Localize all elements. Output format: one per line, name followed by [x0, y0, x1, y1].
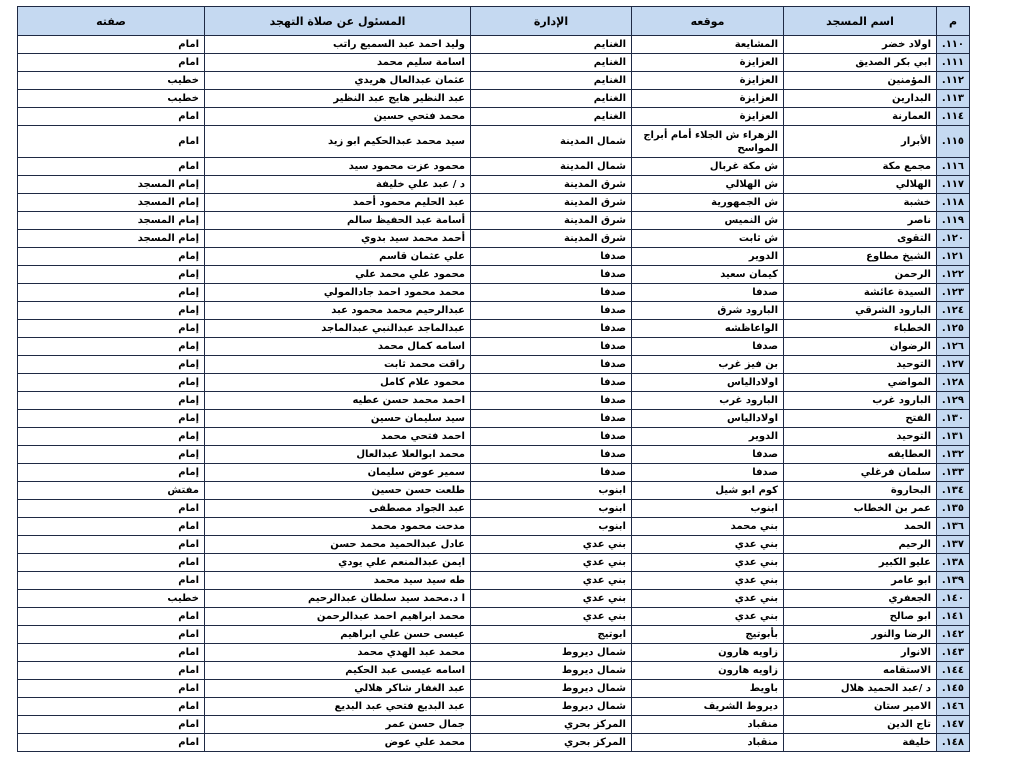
location-cell: العزايزة: [632, 54, 784, 72]
responsible-cell: محمود علي محمد علي: [205, 266, 471, 284]
role-cell: امام: [18, 698, 205, 716]
responsible-cell: عبد الحليم محمود أحمد: [205, 194, 471, 212]
role-cell: امام: [18, 536, 205, 554]
table-row: [18, 284, 970, 302]
table-row: [18, 392, 970, 410]
role-cell: امام: [18, 518, 205, 536]
responsible-cell: محمد عبد الهدي محمد: [205, 644, 471, 662]
table-row: [18, 320, 970, 338]
responsible-cell: أسامة عبد الحفيظ سالم: [205, 212, 471, 230]
role-cell: امام: [18, 662, 205, 680]
table-row: [18, 590, 970, 608]
role-cell: إمام: [18, 356, 205, 374]
location-cell: ش النميس: [632, 212, 784, 230]
row-number: ١٣٨.: [937, 554, 970, 572]
administration-cell: شمال ديروط: [471, 698, 632, 716]
administration-cell: صدفا: [471, 410, 632, 428]
responsible-cell: محمد ابوالعلا عبدالعال: [205, 446, 471, 464]
mosque-name-cell: السيدة عائشة: [784, 284, 937, 302]
role-cell: امام: [18, 572, 205, 590]
table-row: [18, 266, 970, 284]
location-cell: صدفا: [632, 446, 784, 464]
row-number: ١١٦.: [937, 158, 970, 176]
administration-cell: صدفا: [471, 446, 632, 464]
responsible-cell: محمد ابراهيم احمد عبدالرحمن: [205, 608, 471, 626]
mosque-name-cell: الأبرار: [784, 126, 937, 158]
row-number: ١٣٩.: [937, 572, 970, 590]
responsible-cell: محمد علي عوض: [205, 734, 471, 752]
administration-cell: صدفا: [471, 266, 632, 284]
location-cell: ابنوب: [632, 500, 784, 518]
table-row: [18, 338, 970, 356]
responsible-cell: اسامه عيسى عبد الحكيم: [205, 662, 471, 680]
mosque-name-cell: اولاد خضر: [784, 36, 937, 54]
administration-cell: صدفا: [471, 356, 632, 374]
header-role: صفته: [18, 7, 205, 36]
mosque-name-cell: الشيخ مطاوع: [784, 248, 937, 266]
administration-cell: بني عدي: [471, 554, 632, 572]
responsible-cell: ا د.محمد سيد سلطان عبدالرحيم: [205, 590, 471, 608]
responsible-cell: محمد فتحي حسين: [205, 108, 471, 126]
location-cell: منقباد: [632, 716, 784, 734]
table-row: [18, 158, 970, 176]
row-number: ١٣٦.: [937, 518, 970, 536]
administration-cell: الغنايم: [471, 36, 632, 54]
mosque-name-cell: د /عبد الحميد هلال: [784, 680, 937, 698]
role-cell: امام: [18, 126, 205, 158]
table-row: [18, 356, 970, 374]
mosque-name-cell: تاج الدين: [784, 716, 937, 734]
row-number: ١١٨.: [937, 194, 970, 212]
administration-cell: صدفا: [471, 320, 632, 338]
location-cell: باويط: [632, 680, 784, 698]
row-number: ١١٥.: [937, 126, 970, 158]
location-cell: بني عدي: [632, 608, 784, 626]
location-cell: العزايزة: [632, 108, 784, 126]
table-row: [18, 108, 970, 126]
location-cell: بن فيز غرب: [632, 356, 784, 374]
responsible-cell: عبدالماجد عبدالنبي عبدالماجد: [205, 320, 471, 338]
location-cell: المشايعة: [632, 36, 784, 54]
administration-cell: المركز بحري: [471, 716, 632, 734]
table-row: [18, 36, 970, 54]
responsible-cell: جمال حسن عمر: [205, 716, 471, 734]
location-cell: الواعاظشه: [632, 320, 784, 338]
table-row: [18, 698, 970, 716]
table-row: [18, 72, 970, 90]
row-number: ١٤٧.: [937, 716, 970, 734]
administration-cell: شرق المدينة: [471, 212, 632, 230]
mosque-name-cell: التوحيد: [784, 428, 937, 446]
table-row: [18, 518, 970, 536]
responsible-cell: محمد محمود احمد جادالمولي: [205, 284, 471, 302]
administration-cell: ابوتيج: [471, 626, 632, 644]
responsible-cell: عيسى حسن علي ابراهيم: [205, 626, 471, 644]
administration-cell: صدفا: [471, 392, 632, 410]
row-number: ١٤٥.: [937, 680, 970, 698]
responsible-cell: أحمد محمد سيد بدوي: [205, 230, 471, 248]
row-number: ١١٠.: [937, 36, 970, 54]
table-header: [18, 7, 970, 36]
location-cell: اولادالياس: [632, 374, 784, 392]
responsible-cell: مدحت محمود محمد: [205, 518, 471, 536]
row-number: ١٢٠.: [937, 230, 970, 248]
header-responsible: المسئول عن صلاة التهجد: [205, 7, 471, 36]
responsible-cell: علي عثمان قاسم: [205, 248, 471, 266]
mosque-name-cell: المواضي: [784, 374, 937, 392]
administration-cell: شرق المدينة: [471, 230, 632, 248]
table-body: [18, 36, 970, 752]
row-number: ١٣٥.: [937, 500, 970, 518]
responsible-cell: سمير عوض سليمان: [205, 464, 471, 482]
mosque-name-cell: الهلالي: [784, 176, 937, 194]
role-cell: إمام: [18, 446, 205, 464]
table-row: [18, 230, 970, 248]
row-number: ١١٢.: [937, 72, 970, 90]
role-cell: امام: [18, 500, 205, 518]
mosque-name-cell: الرحمن: [784, 266, 937, 284]
row-number: ١٣٠.: [937, 410, 970, 428]
administration-cell: ابنوب: [471, 518, 632, 536]
responsible-cell: عبد الغفار شاكر هلالي: [205, 680, 471, 698]
role-cell: مفتش: [18, 482, 205, 500]
mosque-name-cell: البدارين: [784, 90, 937, 108]
role-cell: خطيب: [18, 90, 205, 108]
role-cell: امام: [18, 554, 205, 572]
mosque-name-cell: البارود الشرقي: [784, 302, 937, 320]
row-number: ١١١.: [937, 54, 970, 72]
administration-cell: صدفا: [471, 284, 632, 302]
role-cell: إمام: [18, 302, 205, 320]
administration-cell: الغنايم: [471, 54, 632, 72]
mosque-name-cell: الرضوان: [784, 338, 937, 356]
role-cell: امام: [18, 36, 205, 54]
responsible-cell: د / عبد علي خليفة: [205, 176, 471, 194]
table-row: [18, 482, 970, 500]
location-cell: بني عدي: [632, 590, 784, 608]
administration-cell: شرق المدينة: [471, 176, 632, 194]
responsible-cell: عبد البديع فتحي عبد البديع: [205, 698, 471, 716]
row-number: ١٢٣.: [937, 284, 970, 302]
administration-cell: الغنايم: [471, 90, 632, 108]
table-row: [18, 464, 970, 482]
row-number: ١٤٣.: [937, 644, 970, 662]
mosque-name-cell: خشبة: [784, 194, 937, 212]
role-cell: إمام: [18, 248, 205, 266]
role-cell: امام: [18, 734, 205, 752]
location-cell: الدوير: [632, 428, 784, 446]
role-cell: إمام: [18, 284, 205, 302]
mosque-name-cell: الجعفري: [784, 590, 937, 608]
role-cell: إمام: [18, 392, 205, 410]
row-number: ١٤٨.: [937, 734, 970, 752]
administration-cell: شمال المدينة: [471, 158, 632, 176]
location-cell: العزايزة: [632, 90, 784, 108]
role-cell: إمام: [18, 320, 205, 338]
mosque-name-cell: عمر بن الخطاب: [784, 500, 937, 518]
table-row: [18, 176, 970, 194]
administration-cell: صدفا: [471, 428, 632, 446]
administration-cell: شرق المدينة: [471, 194, 632, 212]
header-num: م: [937, 7, 970, 36]
mosque-name-cell: العطايفه: [784, 446, 937, 464]
location-cell: صدفا: [632, 338, 784, 356]
location-cell: ش مكة غربال: [632, 158, 784, 176]
row-number: ١٤٤.: [937, 662, 970, 680]
table-row: [18, 54, 970, 72]
role-cell: امام: [18, 680, 205, 698]
responsible-cell: سيد محمد عبدالحكيم ابو زيد: [205, 126, 471, 158]
row-number: ١٢٢.: [937, 266, 970, 284]
mosque-name-cell: الاستقامه: [784, 662, 937, 680]
responsible-cell: احمد محمد حسن عطيه: [205, 392, 471, 410]
location-cell: بني عدي: [632, 572, 784, 590]
mosque-name-cell: الرحيم: [784, 536, 937, 554]
mosque-name-cell: المؤمنين: [784, 72, 937, 90]
location-cell: ش الهلالي: [632, 176, 784, 194]
row-number: ١٢٨.: [937, 374, 970, 392]
responsible-cell: سيد سليمان حسين: [205, 410, 471, 428]
mosque-name-cell: الخطباء: [784, 320, 937, 338]
mosque-name-cell: الفتح: [784, 410, 937, 428]
location-cell: بني محمد: [632, 518, 784, 536]
mosque-name-cell: عليو الكبير: [784, 554, 937, 572]
table-row: [18, 302, 970, 320]
role-cell: إمام: [18, 410, 205, 428]
location-cell: منقباد: [632, 734, 784, 752]
location-cell: البارود شرق: [632, 302, 784, 320]
location-cell: الدوير: [632, 248, 784, 266]
location-cell: بني عدي: [632, 554, 784, 572]
responsible-cell: طلعت حسن حسين: [205, 482, 471, 500]
administration-cell: بني عدي: [471, 572, 632, 590]
role-cell: إمام: [18, 338, 205, 356]
row-number: ١٣٤.: [937, 482, 970, 500]
table-row: [18, 374, 970, 392]
table-row: [18, 446, 970, 464]
table-row: [18, 644, 970, 662]
administration-cell: المركز بحري: [471, 734, 632, 752]
mosque-name-cell: خليفة: [784, 734, 937, 752]
mosque-name-cell: العمارنة: [784, 108, 937, 126]
responsible-cell: راقت محمد ثابت: [205, 356, 471, 374]
role-cell: إمام المسجد: [18, 194, 205, 212]
row-number: ١١٣.: [937, 90, 970, 108]
role-cell: امام: [18, 608, 205, 626]
responsible-cell: محمود علام كامل: [205, 374, 471, 392]
header-mosque-name: اسم المسجد: [784, 7, 937, 36]
administration-cell: الغنايم: [471, 72, 632, 90]
table-row: [18, 734, 970, 752]
role-cell: خطيب: [18, 72, 205, 90]
responsible-cell: وليد احمد عبد السميع راتب: [205, 36, 471, 54]
location-cell: ديروط الشريف: [632, 698, 784, 716]
responsible-cell: اسامة سليم محمد: [205, 54, 471, 72]
row-number: ١٢٥.: [937, 320, 970, 338]
row-number: ١١٤.: [937, 108, 970, 126]
administration-cell: شمال ديروط: [471, 644, 632, 662]
mosque-name-cell: ابو صالح: [784, 608, 937, 626]
role-cell: إمام المسجد: [18, 176, 205, 194]
row-number: ١٤٦.: [937, 698, 970, 716]
responsible-cell: عثمان عبدالعال هريدي: [205, 72, 471, 90]
administration-cell: صدفا: [471, 338, 632, 356]
row-number: ١٢٧.: [937, 356, 970, 374]
responsible-cell: عبد الجواد مصطفى: [205, 500, 471, 518]
role-cell: إمام: [18, 464, 205, 482]
location-cell: صدفا: [632, 464, 784, 482]
row-number: ١٤١.: [937, 608, 970, 626]
administration-cell: الغنايم: [471, 108, 632, 126]
header-row: [18, 7, 970, 36]
table-row: [18, 608, 970, 626]
table-row: [18, 572, 970, 590]
role-cell: إمام المسجد: [18, 212, 205, 230]
mosque-name-cell: ناصر: [784, 212, 937, 230]
role-cell: امام: [18, 716, 205, 734]
location-cell: صدفا: [632, 284, 784, 302]
responsible-cell: عبدالرحيم محمد محمود عبد: [205, 302, 471, 320]
table-row: [18, 90, 970, 108]
administration-cell: صدفا: [471, 248, 632, 266]
row-number: ١٤٢.: [937, 626, 970, 644]
location-cell: زاويه هارون: [632, 644, 784, 662]
responsible-cell: محمود عزت محمود سيد: [205, 158, 471, 176]
row-number: ١٢٩.: [937, 392, 970, 410]
row-number: ١٣٢.: [937, 446, 970, 464]
mosque-name-cell: البحاروة: [784, 482, 937, 500]
responsible-cell: ايمن عبدالمنعم علي يودي: [205, 554, 471, 572]
location-cell: بأبوتيج: [632, 626, 784, 644]
administration-cell: بني عدي: [471, 590, 632, 608]
role-cell: إمام: [18, 374, 205, 392]
administration-cell: بني عدي: [471, 608, 632, 626]
row-number: ١١٩.: [937, 212, 970, 230]
table-row: [18, 212, 970, 230]
responsible-cell: طه سيد سيد محمد: [205, 572, 471, 590]
location-cell: ش ثابت: [632, 230, 784, 248]
mosque-name-cell: البارود غرب: [784, 392, 937, 410]
mosque-name-cell: ابو عامر: [784, 572, 937, 590]
mosque-name-cell: ابي بكر الصديق: [784, 54, 937, 72]
role-cell: إمام المسجد: [18, 230, 205, 248]
row-number: ١٣٧.: [937, 536, 970, 554]
row-number: ١٣١.: [937, 428, 970, 446]
row-number: ١٢٤.: [937, 302, 970, 320]
role-cell: امام: [18, 644, 205, 662]
mosque-name-cell: التوحيد: [784, 356, 937, 374]
table-row: [18, 248, 970, 266]
role-cell: إمام: [18, 266, 205, 284]
role-cell: امام: [18, 54, 205, 72]
mosque-name-cell: سلمان فرغلي: [784, 464, 937, 482]
location-cell: اولادالياس: [632, 410, 784, 428]
table-row: [18, 680, 970, 698]
administration-cell: صدفا: [471, 464, 632, 482]
responsible-cell: عبد النظير هايج عبد النظير: [205, 90, 471, 108]
location-cell: ش الجمهورية: [632, 194, 784, 212]
administration-cell: شمال المدينة: [471, 126, 632, 158]
mosque-name-cell: التقوى: [784, 230, 937, 248]
responsible-cell: احمد فتحي محمد: [205, 428, 471, 446]
table-row: [18, 428, 970, 446]
location-cell: البارود غرب: [632, 392, 784, 410]
role-cell: امام: [18, 108, 205, 126]
responsible-cell: اسامه كمال محمد: [205, 338, 471, 356]
row-number: ١١٧.: [937, 176, 970, 194]
administration-cell: صدفا: [471, 374, 632, 392]
table-row: [18, 716, 970, 734]
mosque-name-cell: مجمع مكة: [784, 158, 937, 176]
administration-cell: صدفا: [471, 302, 632, 320]
mosque-name-cell: الانوار: [784, 644, 937, 662]
table-row: [18, 626, 970, 644]
location-cell: الزهراء ش الجلاء أمام أبراج المواسح: [632, 126, 784, 158]
table-row: [18, 554, 970, 572]
header-administration: الإدارة: [471, 7, 632, 36]
role-cell: إمام: [18, 428, 205, 446]
location-cell: بني عدي: [632, 536, 784, 554]
responsible-cell: عادل عبدالحميد محمد حسن: [205, 536, 471, 554]
role-cell: امام: [18, 158, 205, 176]
administration-cell: ابنوب: [471, 500, 632, 518]
administration-cell: شمال ديروط: [471, 662, 632, 680]
table-row: [18, 126, 970, 158]
row-number: ١٢١.: [937, 248, 970, 266]
header-location: موقعه: [632, 7, 784, 36]
location-cell: العزايزة: [632, 72, 784, 90]
location-cell: كيمان سعيد: [632, 266, 784, 284]
table-row: [18, 500, 970, 518]
table-row: [18, 194, 970, 212]
location-cell: زاويه هارون: [632, 662, 784, 680]
administration-cell: شمال ديروط: [471, 680, 632, 698]
mosques-table: [17, 6, 970, 752]
mosque-name-cell: الرضا والنور: [784, 626, 937, 644]
administration-cell: بني عدي: [471, 536, 632, 554]
role-cell: خطيب: [18, 590, 205, 608]
table-row: [18, 410, 970, 428]
row-number: ١٣٣.: [937, 464, 970, 482]
row-number: ١٢٦.: [937, 338, 970, 356]
row-number: ١٤٠.: [937, 590, 970, 608]
role-cell: امام: [18, 626, 205, 644]
table-row: [18, 536, 970, 554]
mosque-name-cell: الحمد: [784, 518, 937, 536]
location-cell: كوم ابو شيل: [632, 482, 784, 500]
mosque-name-cell: الامير ستان: [784, 698, 937, 716]
table-row: [18, 662, 970, 680]
administration-cell: ابنوب: [471, 482, 632, 500]
